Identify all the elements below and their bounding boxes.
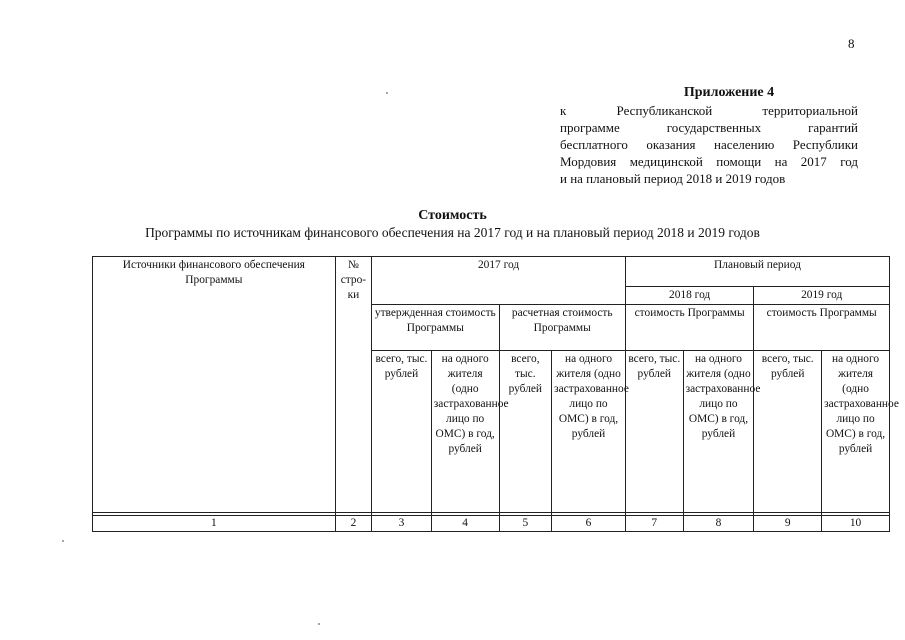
appendix-line-4: Мордовия медицинской помощи на 2017 год [560,154,858,169]
column-number: 3 [372,516,432,532]
scan-speck [62,540,64,542]
column-number: 7 [625,516,683,532]
column-number: 1 [93,516,336,532]
header-2018: 2018 год [625,287,753,305]
header-total: всего, тыс. рублей [372,351,432,513]
column-number: 9 [754,516,822,532]
header-total: всего, тыс. рублей [625,351,683,513]
column-number: 4 [431,516,499,532]
header-total: всего, тыс. рублей [754,351,822,513]
column-number: 10 [822,516,890,532]
appendix-line-2: программе государственных гарантий [560,120,858,135]
header-cost-2018: стоимость Программы [625,305,753,351]
header-per-capita: на одного жителя (одно застрахованное лицо по ОМС) в год, рублей [822,351,890,513]
page-number: 8 [848,36,855,51]
appendix-line-1: к Республиканской территориальной [560,103,858,118]
column-number: 5 [499,516,552,532]
column-number: 6 [552,516,626,532]
header-approved-cost: утвержденная стоимость Программы [372,305,499,351]
cost-table [92,256,899,532]
scan-speck [318,623,320,625]
header-2019: 2019 год [754,287,890,305]
header-planned-period: Плановый период [625,257,889,287]
header-row-number: № стро-ки [335,257,371,513]
appendix-line-5: и на плановый период 2018 и 2019 годов [560,171,786,186]
header-per-capita: на одного жителя (одно застрахованное лицо по ОМС) в год, рублей [683,351,754,513]
header-total: всего, тыс. рублей [499,351,552,513]
column-number: 8 [683,516,754,532]
column-number-row [93,516,890,532]
header-cost-2019: стоимость Программы [754,305,890,351]
header-calculated-cost: расчетная стоимость Программы [499,305,625,351]
document-subtitle: Программы по источникам финансового обеспечения на 2017 год и на плановый период 2018 и 2019 годов [145,225,760,240]
header-2017: 2017 год [372,257,626,305]
header-per-capita: на одного жителя (одно застрахованное лицо по ОМС) в год, рублей [552,351,626,513]
scan-speck [386,92,388,94]
column-number: 2 [335,516,371,532]
header-row-1 [93,257,890,287]
appendix-title: Приложение 4 [683,85,775,100]
document-title: Стоимость [418,208,487,223]
appendix-line-3: бесплатного оказания населению Республики [560,137,858,152]
header-per-capita: на одного жителя (одно застрахованное лицо по ОМС) в год, рублей [431,351,499,513]
appendix-block [560,84,858,187]
header-source: Источники финансового обеспечения Программы [93,257,336,513]
